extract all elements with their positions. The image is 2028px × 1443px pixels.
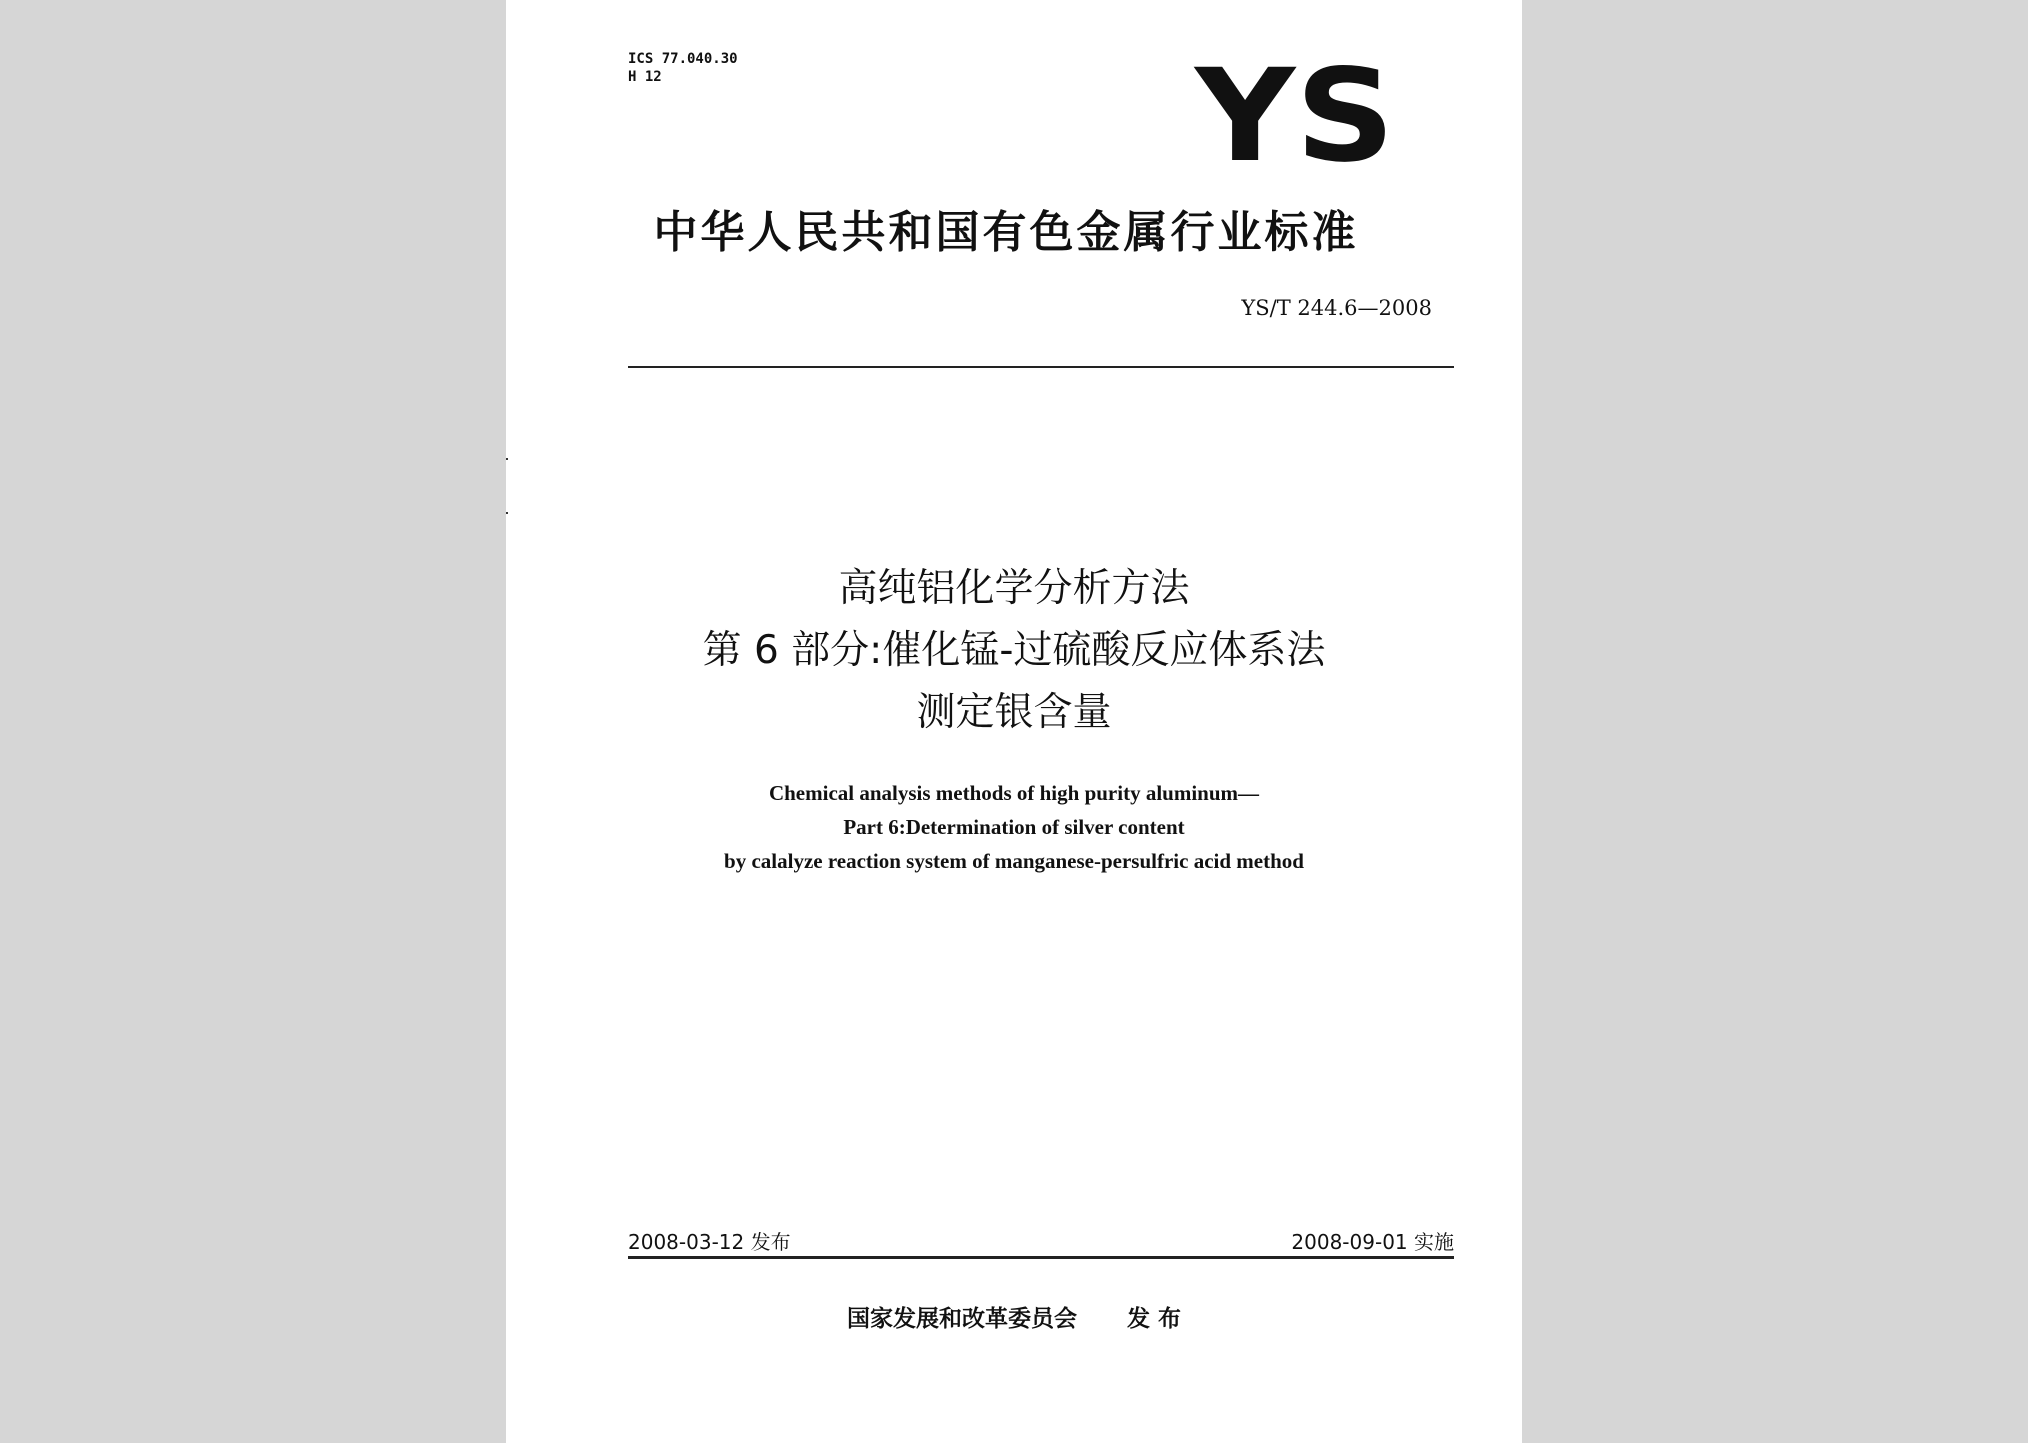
english-title-line-3: by calalyze reaction system of manganese-persulfric acid method xyxy=(724,849,1304,873)
implementation-date: 2008-09-01 实施 xyxy=(1291,1230,1454,1254)
ys-logo-text: YS xyxy=(1192,56,1395,166)
scan-mark xyxy=(506,458,508,460)
chinese-title-line-1: 高纯铝化学分析方法 xyxy=(838,566,1190,611)
standard-number: YS/T 244.6—2008 xyxy=(1241,296,1432,320)
scan-mark xyxy=(506,512,508,514)
issuer-line xyxy=(506,1300,1522,1333)
english-title xyxy=(506,776,1522,878)
ics-code: ICS 77.040.30 xyxy=(628,51,738,67)
english-title-line-2: Part 6:Determination of silver content xyxy=(843,815,1185,839)
chinese-title-line-3: 测定银含量 xyxy=(916,690,1112,735)
dates-row xyxy=(628,1226,1454,1255)
issuer-action: 发 布 xyxy=(1126,1306,1181,1332)
chinese-title xyxy=(506,558,1522,744)
english-title-line-1: Chemical analysis methods of high purity aluminum— xyxy=(768,781,1260,805)
issuer-name: 国家发展和改革委员会 xyxy=(846,1306,1077,1332)
ccs-code: H 12 xyxy=(628,69,662,85)
classification-codes xyxy=(628,50,738,86)
document-page xyxy=(506,0,1522,1443)
issue-date: 2008-03-12 发布 xyxy=(628,1230,791,1254)
ys-logo xyxy=(1190,56,1400,166)
chinese-title-line-2: 第 6 部分:催化锰-过硫酸反应体系法 xyxy=(702,628,1326,673)
bottom-divider xyxy=(628,1256,1454,1259)
top-divider xyxy=(628,366,1454,368)
org-title: 中华人民共和国有色金属行业标准 xyxy=(653,207,1359,258)
